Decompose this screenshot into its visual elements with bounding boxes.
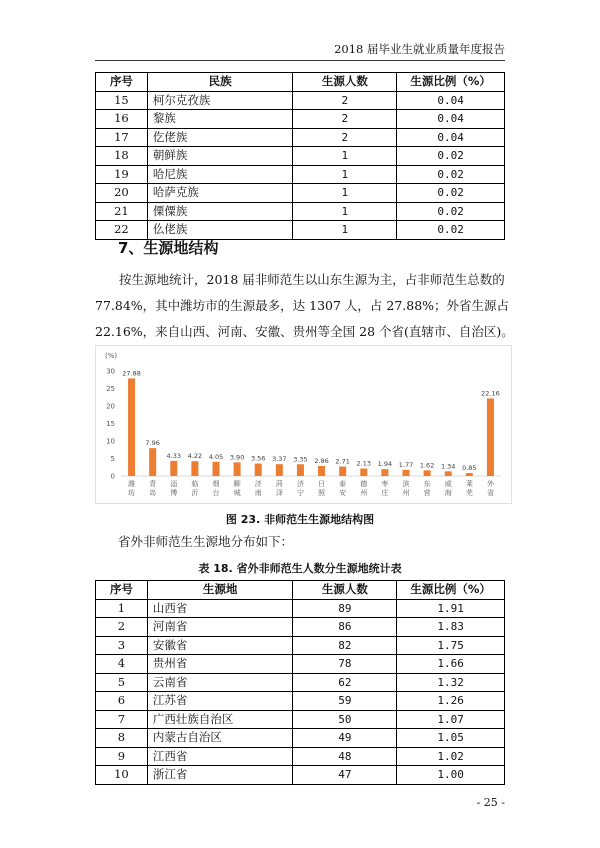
table-cell: 5 bbox=[96, 673, 148, 692]
table-row bbox=[96, 110, 505, 129]
table-cell: 2 bbox=[96, 618, 148, 637]
table-cell: 0.02 bbox=[397, 147, 505, 166]
table-cell: 安徽省 bbox=[147, 636, 293, 655]
x-tick-label: 东 bbox=[423, 480, 431, 488]
table-row bbox=[96, 599, 505, 618]
table-cell: 1.83 bbox=[397, 618, 505, 637]
x-tick-label: 芜 bbox=[465, 489, 473, 497]
bar bbox=[191, 461, 198, 476]
data-label: 1.94 bbox=[377, 460, 393, 469]
table-cell: 7 bbox=[96, 710, 148, 729]
x-tick-label: 滨 bbox=[402, 480, 410, 488]
table-cell: 1 bbox=[293, 221, 397, 240]
col-header: 序号 bbox=[96, 73, 148, 92]
table-row bbox=[96, 91, 505, 110]
table-cell: 3 bbox=[96, 636, 148, 655]
y-tick-label: 25 bbox=[106, 385, 115, 393]
data-label: 27.88 bbox=[122, 369, 141, 378]
table-caption: 表 18. 省外非师范生人数分生源地统计表 bbox=[198, 562, 402, 575]
table-row bbox=[96, 729, 505, 748]
y-axis-label: (%) bbox=[105, 352, 118, 360]
page-header bbox=[95, 38, 505, 61]
table-cell: 21 bbox=[96, 202, 148, 221]
table-row bbox=[96, 710, 505, 729]
table-cell: 1.75 bbox=[397, 636, 505, 655]
table-cell: 19 bbox=[96, 165, 148, 184]
x-tick-label: 枣 bbox=[381, 480, 389, 488]
table-cell: 17 bbox=[96, 128, 148, 147]
chart-container bbox=[95, 345, 512, 504]
table-cell: 48 bbox=[293, 747, 397, 766]
table-cell: 8 bbox=[96, 729, 148, 748]
x-tick-label: 威 bbox=[444, 480, 452, 488]
table-cell: 仡佬族 bbox=[147, 128, 293, 147]
table-cell: 哈萨克族 bbox=[147, 184, 293, 203]
x-tick-label: 安 bbox=[339, 489, 347, 497]
data-label: 3.90 bbox=[229, 453, 245, 462]
col-header: 民族 bbox=[147, 73, 293, 92]
col-header: 生源人数 bbox=[293, 73, 397, 92]
table-cell: 6 bbox=[96, 692, 148, 711]
table-cell: 0.04 bbox=[397, 91, 505, 110]
table-row bbox=[96, 747, 505, 766]
x-tick-label: 泰 bbox=[339, 480, 347, 488]
data-label: 1.62 bbox=[419, 461, 435, 470]
bar bbox=[403, 470, 410, 476]
bar-chart bbox=[96, 346, 511, 503]
bar bbox=[297, 464, 304, 476]
x-tick-label: 营 bbox=[423, 489, 431, 497]
col-header: 生源人数 bbox=[293, 581, 397, 600]
table-cell: 1 bbox=[293, 147, 397, 166]
table-cell: 47 bbox=[293, 766, 397, 785]
x-tick-label: 菏 bbox=[275, 480, 283, 488]
province-table bbox=[95, 580, 505, 785]
intro-text: 省外非师范生生源地分布如下： bbox=[118, 534, 294, 549]
x-tick-label: 博 bbox=[170, 489, 178, 497]
table-cell: 86 bbox=[293, 618, 397, 637]
x-tick-label: 泽 bbox=[275, 489, 283, 497]
bar bbox=[276, 464, 283, 476]
x-tick-label: 南 bbox=[254, 489, 262, 497]
x-tick-label: 城 bbox=[233, 489, 241, 497]
x-tick-label: 临 bbox=[191, 480, 199, 488]
data-label: 3.37 bbox=[272, 455, 287, 464]
x-tick-label: 外 bbox=[486, 480, 494, 488]
x-tick-label: 照 bbox=[318, 489, 326, 497]
table-cell: 哈尼族 bbox=[147, 165, 293, 184]
table-cell: 贵州省 bbox=[147, 655, 293, 674]
col-header: 生源地 bbox=[147, 581, 293, 600]
x-tick-label: 庄 bbox=[381, 489, 389, 497]
bar bbox=[445, 471, 452, 476]
col-header: 生源比例（%） bbox=[397, 73, 505, 92]
data-label: 3.35 bbox=[293, 455, 308, 464]
table-cell: 河南省 bbox=[147, 618, 293, 637]
x-tick-label: 德 bbox=[360, 480, 368, 488]
table-cell: 内蒙古自治区 bbox=[147, 729, 293, 748]
x-tick-label: 沂 bbox=[191, 489, 199, 497]
table-row bbox=[96, 128, 505, 147]
table-cell: 江苏省 bbox=[147, 692, 293, 711]
table-row bbox=[96, 673, 505, 692]
table-cell: 1.26 bbox=[397, 692, 505, 711]
bar bbox=[424, 470, 431, 476]
section-title: 7、生源地结构 bbox=[118, 239, 219, 257]
table-row bbox=[96, 184, 505, 203]
bar bbox=[381, 469, 388, 476]
table-cell: 89 bbox=[293, 599, 397, 618]
bar bbox=[255, 464, 262, 476]
x-tick-label: 烟 bbox=[212, 480, 220, 488]
table-cell: 广西壮族自治区 bbox=[147, 710, 293, 729]
table-cell: 49 bbox=[293, 729, 397, 748]
x-tick-label: 青 bbox=[149, 480, 157, 488]
table-row bbox=[96, 766, 505, 785]
data-label: 2.71 bbox=[335, 457, 350, 466]
table-cell: 0.02 bbox=[397, 202, 505, 221]
x-tick-label: 岛 bbox=[149, 489, 157, 497]
y-tick-label: 20 bbox=[106, 402, 115, 411]
bar bbox=[234, 462, 241, 476]
data-label: 22.16 bbox=[481, 389, 500, 398]
x-tick-label: 州 bbox=[360, 489, 368, 497]
data-label: 1.77 bbox=[398, 460, 414, 469]
table-cell: 2 bbox=[293, 110, 397, 129]
table-row bbox=[96, 618, 505, 637]
table-cell: 傈僳族 bbox=[147, 202, 293, 221]
x-tick-label: 宁 bbox=[296, 489, 304, 497]
table-cell: 59 bbox=[293, 692, 397, 711]
table-cell: 山西省 bbox=[147, 599, 293, 618]
table-cell: 0.04 bbox=[397, 128, 505, 147]
bar bbox=[339, 467, 346, 476]
data-label: 4.05 bbox=[208, 452, 224, 461]
data-label: 0.85 bbox=[462, 464, 477, 473]
table-cell: 15 bbox=[96, 91, 148, 110]
table-cell: 0.02 bbox=[397, 221, 505, 240]
data-label: 4.22 bbox=[187, 452, 203, 461]
table-cell: 1.05 bbox=[397, 729, 505, 748]
table-cell: 仫佬族 bbox=[147, 221, 293, 240]
data-label: 2.13 bbox=[356, 459, 372, 468]
x-tick-label: 聊 bbox=[233, 480, 241, 488]
body-paragraph: 按生源地统计，2018 届非师范生以山东生源为主，占非师范生总数的 77.84%，其中潍坊市的生源最多，达 1307 人，占 27.88%；外省生源占 22.16%，来自山西、河南、安徽、贵州等全国 28 个省(直辖市、自治区)。 bbox=[95, 272, 514, 339]
bar bbox=[466, 473, 473, 476]
x-tick-label: 济 bbox=[254, 480, 262, 488]
table-cell: 78 bbox=[293, 655, 397, 674]
table-row bbox=[96, 165, 505, 184]
table-cell: 1.07 bbox=[397, 710, 505, 729]
x-tick-label: 日 bbox=[318, 480, 326, 488]
bar bbox=[170, 461, 177, 476]
bar bbox=[213, 462, 220, 476]
table-cell: 1.00 bbox=[397, 766, 505, 785]
page-number: - 25 - bbox=[476, 796, 505, 809]
table-cell: 0.04 bbox=[397, 110, 505, 129]
x-tick-label: 台 bbox=[212, 489, 220, 497]
data-label: 4.33 bbox=[166, 451, 182, 460]
col-header: 生源比例（%） bbox=[397, 581, 505, 600]
table-cell: 18 bbox=[96, 147, 148, 166]
table-cell: 江西省 bbox=[147, 747, 293, 766]
y-tick-label: 0 bbox=[110, 472, 115, 481]
table-cell: 0.02 bbox=[397, 184, 505, 203]
table-header-row bbox=[96, 581, 505, 600]
bar bbox=[360, 469, 367, 476]
table-row bbox=[96, 692, 505, 711]
data-label: 1.34 bbox=[440, 462, 456, 471]
table-cell: 1.32 bbox=[397, 673, 505, 692]
table-cell: 1.91 bbox=[397, 599, 505, 618]
table-cell: 朝鲜族 bbox=[147, 147, 293, 166]
bar bbox=[149, 448, 156, 476]
table-cell: 1 bbox=[96, 599, 148, 618]
x-tick-label: 淄 bbox=[170, 480, 178, 488]
table-cell: 1 bbox=[293, 165, 397, 184]
table-cell: 10 bbox=[96, 766, 148, 785]
x-tick-label: 海 bbox=[444, 489, 452, 497]
col-header: 序号 bbox=[96, 581, 148, 600]
x-tick-label: 莱 bbox=[465, 480, 473, 488]
table-cell: 4 bbox=[96, 655, 148, 674]
x-tick-label: 坊 bbox=[128, 489, 136, 497]
table-cell: 浙江省 bbox=[147, 766, 293, 785]
y-tick-label: 30 bbox=[106, 367, 115, 376]
table-row bbox=[96, 147, 505, 166]
table-row bbox=[96, 636, 505, 655]
bar bbox=[318, 466, 325, 476]
table-cell: 云南省 bbox=[147, 673, 293, 692]
table-cell: 16 bbox=[96, 110, 148, 129]
table-cell: 2 bbox=[293, 128, 397, 147]
bar bbox=[128, 378, 135, 476]
table-cell: 黎族 bbox=[147, 110, 293, 129]
table-cell: 0.02 bbox=[397, 165, 505, 184]
table-cell: 82 bbox=[293, 636, 397, 655]
table-cell: 柯尔克孜族 bbox=[147, 91, 293, 110]
table-cell: 1.66 bbox=[397, 655, 505, 674]
x-tick-label: 省 bbox=[486, 489, 494, 497]
x-tick-label: 潍 bbox=[128, 480, 136, 488]
data-label: 2.86 bbox=[314, 456, 329, 465]
y-tick-label: 15 bbox=[106, 420, 115, 428]
table-cell: 1.02 bbox=[397, 747, 505, 766]
table-cell: 62 bbox=[293, 673, 397, 692]
header-title: 2018 届毕业生就业质量年度报告 bbox=[334, 42, 505, 56]
bar bbox=[487, 398, 494, 476]
ethnicity-table bbox=[95, 72, 505, 240]
y-tick-label: 10 bbox=[106, 437, 115, 446]
table-cell: 2 bbox=[293, 91, 397, 110]
table-cell: 20 bbox=[96, 184, 148, 203]
table-row bbox=[96, 202, 505, 221]
x-tick-label: 济 bbox=[296, 480, 304, 488]
table-cell: 50 bbox=[293, 710, 397, 729]
y-tick-label: 5 bbox=[110, 455, 115, 463]
table-row bbox=[96, 655, 505, 674]
data-label: 7.96 bbox=[145, 439, 160, 448]
table-cell: 22 bbox=[96, 221, 148, 240]
x-tick-label: 州 bbox=[402, 489, 410, 497]
data-label: 3.56 bbox=[250, 454, 266, 463]
table-header-row bbox=[96, 73, 505, 92]
table-cell: 9 bbox=[96, 747, 148, 766]
table-cell: 1 bbox=[293, 184, 397, 203]
table-cell: 1 bbox=[293, 202, 397, 221]
figure-caption: 图 23. 非师范生生源地结构图 bbox=[225, 513, 375, 526]
